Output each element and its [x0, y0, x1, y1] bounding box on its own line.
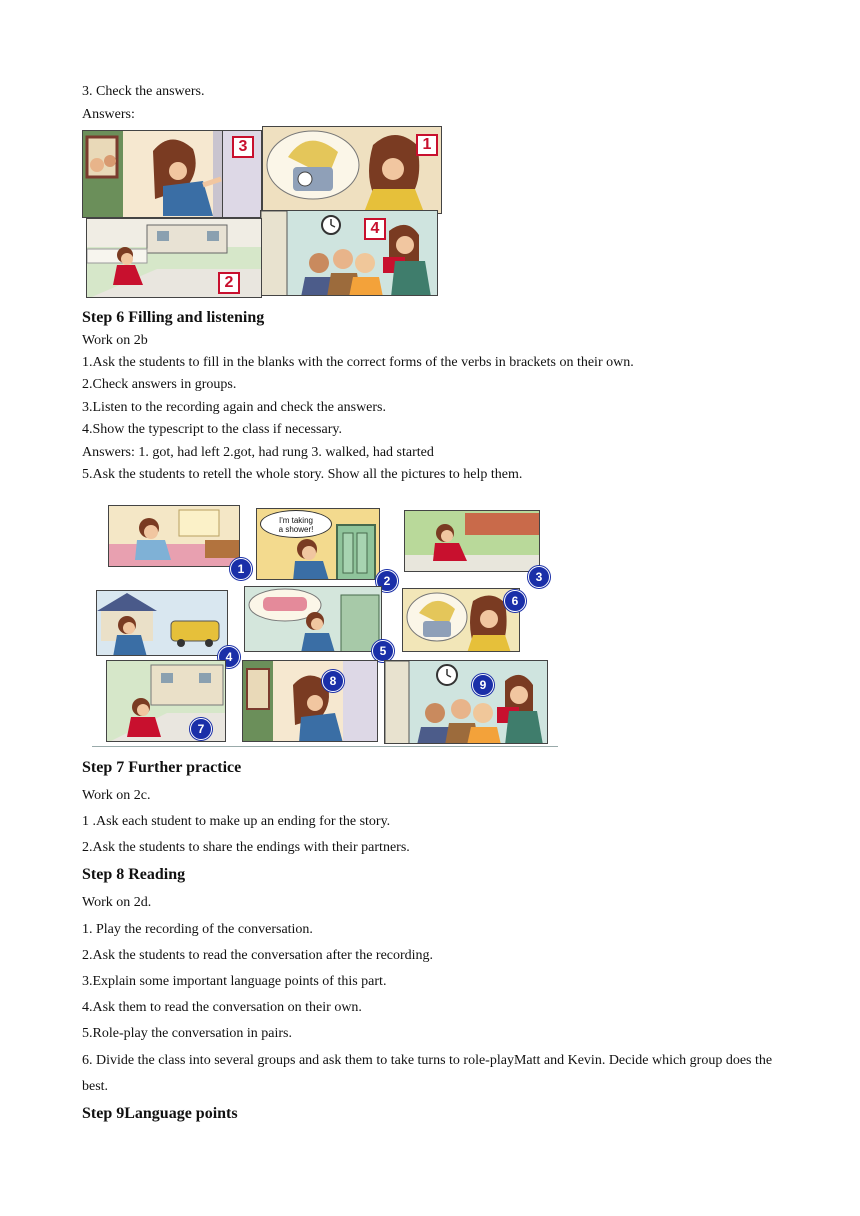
story-panel-4 — [96, 590, 228, 656]
step6-line: Work on 2b — [82, 333, 148, 348]
story-panel-9 — [384, 660, 548, 744]
story-panel-8-art — [243, 661, 378, 742]
step7-line: Work on 2c. — [82, 788, 151, 803]
step8-heading: Step 8 Reading — [82, 866, 186, 883]
step6-line: 1.Ask the students to fill in the blanks with the correct forms of the verbs in brackets on their own. — [82, 355, 634, 370]
panel-4 — [260, 210, 438, 296]
answers-illustration — [82, 126, 442, 298]
panel-badge: 1 — [416, 134, 438, 156]
panel-badge: 3 — [232, 136, 254, 158]
step7-line: 1 .Ask each student to make up an ending for the story. — [82, 814, 391, 829]
story-badge: 2 — [376, 570, 398, 592]
story-panel-6 — [402, 588, 520, 652]
step6-line: 5.Ask the students to retell the whole story. Show all the pictures to help them. — [82, 467, 523, 482]
step6-line: 4.Show the typescript to the class if necessary. — [82, 422, 342, 437]
step8-line: 4.Ask them to read the conversation on their own. — [82, 1000, 362, 1015]
story-panel-1 — [108, 505, 240, 567]
step9-heading: Step 9Language points — [82, 1105, 238, 1122]
figure-baseline — [92, 746, 558, 747]
step7-heading: Step 7 Further practice — [82, 759, 242, 776]
story-badge: 1 — [230, 558, 252, 580]
story-badge: 4 — [218, 646, 240, 668]
story-badge: 6 — [504, 590, 526, 612]
step8-line: 3.Explain some important language points of this part. — [82, 974, 387, 989]
story-panel-5-art — [245, 587, 382, 652]
step8-line: 5.Role-play the conversation in pairs. — [82, 1026, 292, 1041]
step8-line: Work on 2d. — [82, 895, 152, 910]
story-panel-3 — [404, 510, 540, 572]
panel-4-art — [261, 211, 438, 296]
story-panel-1-art — [109, 506, 240, 567]
story-badge: 5 — [372, 640, 394, 662]
story-panel-4-art — [97, 591, 228, 656]
speech-line: a shower! — [278, 525, 314, 534]
step6-line: 3.Listen to the recording again and check the answers. — [82, 400, 387, 415]
step8-line: 6. Divide the class into several groups and ask them to take turns to role-playMatt and Kevin. Decide which group does the best. — [82, 1053, 773, 1094]
step8-line: 1. Play the recording of the conversation. — [82, 922, 313, 937]
step8-line: 2.Ask the students to read the conversation after the recording. — [82, 948, 434, 963]
step6-heading: Step 6 Filling and listening — [82, 309, 265, 326]
step6-line: 2.Check answers in groups. — [82, 377, 237, 392]
story-panel-6-art — [403, 589, 520, 652]
story-panel-3-art — [405, 511, 540, 572]
panel-badge: 2 — [218, 272, 240, 294]
instruction-check-answers: 3. Check the answers. — [82, 84, 205, 99]
step7-line: 2.Ask the students to share the endings with their partners. — [82, 840, 410, 855]
step6-line: Answers: 1. got, had left 2.got, had rung 3. walked, had started — [82, 445, 434, 460]
story-badge: 3 — [528, 566, 550, 588]
story-panel-9-art — [385, 661, 548, 744]
speech-bubble — [260, 510, 332, 538]
panel-1 — [262, 126, 442, 214]
story-panel-5 — [244, 586, 382, 652]
speech-line: I'm taking — [279, 516, 313, 525]
answers-label: Answers: — [82, 107, 135, 122]
panel-badge: 4 — [364, 218, 386, 240]
story-badge: 9 — [472, 674, 494, 696]
story-illustration — [92, 500, 558, 750]
story-badge: 8 — [322, 670, 344, 692]
story-badge: 7 — [190, 718, 212, 740]
story-panel-8 — [242, 660, 378, 742]
